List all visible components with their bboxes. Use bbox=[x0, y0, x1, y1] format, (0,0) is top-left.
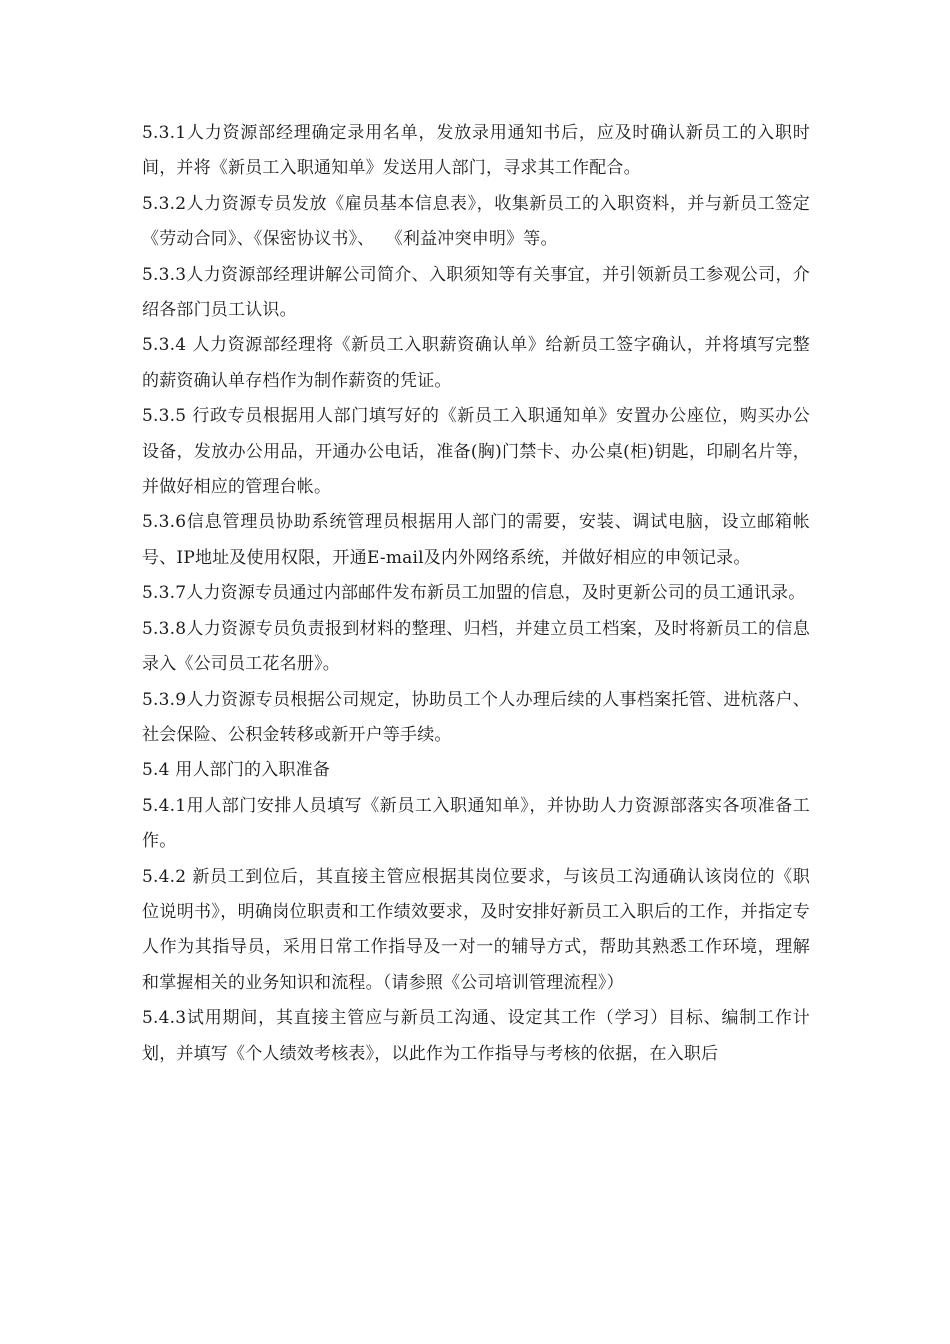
paragraph-5-3-7: 5.3.7人力资源专员通过内部邮件发布新员工加盟的信息，及时更新公司的员工通讯录。 bbox=[142, 583, 806, 604]
paragraph-5-4-2: 5.4.2 新员工到位后，其直接主管应根据其岗位要求，与该员工沟通确认该岗位的《职位说明书》，明确岗位职责和工作绩效要求，及时安排好新员工入职后的工作，并指定专人作为其指导员，采用日常工作指导及一对一的辅导方式，帮助其熟悉工作环境，理解和掌握相关的业务知识和流程。（请参照《公司培训管理流程》） bbox=[142, 866, 810, 993]
paragraph-5-3-5: 5.3.5 行政专员根据用人部门填写好的《新员工入职通知单》安置办公座位，购买办公设备，发放办公用品，开通办公电话，准备(胸)门禁卡、办公桌(柜)钥匙，印刷名片等，并做好相应的管理台帐。 bbox=[142, 406, 810, 498]
paragraph-5-4-3: 5.4.3试用期间，其直接主管应与新员工沟通、设定其工作（学习）目标、编制工作计划，并填写《个人绩效考核表》，以此作为工作指导与考核的依据，在入职后 bbox=[142, 1008, 810, 1064]
paragraph-5-3-9: 5.3.9人力资源专员根据公司规定，协助员工个人办理后续的人事档案托管、进杭落户、社会保险、公积金转移或新开户等手续。 bbox=[142, 689, 810, 745]
document-page bbox=[142, 116, 810, 1072]
paragraph-5-3-8: 5.3.8人力资源专员负责报到材料的整理、归档，并建立员工档案，及时将新员工的信息录入《公司员工花名册》。 bbox=[142, 618, 810, 675]
paragraph-5-4-1: 5.4.1用人部门安排人员填写《新员工入职通知单》，并协助人力资源部落实各项准备工作。 bbox=[142, 795, 810, 852]
section-heading-5-4: 5.4 用人部门的入职准备 bbox=[142, 760, 331, 781]
paragraph-5-3-3: 5.3.3人力资源部经理讲解公司简介、入职须知等有关事宜，并引领新员工参观公司，介绍各部门员工认识。 bbox=[142, 264, 810, 321]
paragraph-5-3-4: 5.3.4 人力资源部经理将《新员工入职薪资确认单》给新员工签字确认，并将填写完整的薪资确认单存档作为制作薪资的凭证。 bbox=[142, 335, 810, 391]
paragraph-5-3-2: 5.3.2人力资源专员发放《雇员基本信息表》，收集新员工的入职资料，并与新员工签定《劳动合同》、《保密协议书》、 《利益冲突申明》等。 bbox=[142, 193, 810, 250]
paragraph-5-3-6: 5.3.6信息管理员协助系统管理员根据用人部门的需要，安装、调试电脑，设立邮箱帐号、IP地址及使用权限，开通E-mail及内外网络系统，并做好相应的申领记录。 bbox=[142, 512, 810, 568]
paragraph-5-3-1: 5.3.1人力资源部经理确定录用名单，发放录用通知书后，应及时确认新员工的入职时间，并将《新员工入职通知单》发送用人部门，寻求其工作配合。 bbox=[142, 123, 810, 179]
